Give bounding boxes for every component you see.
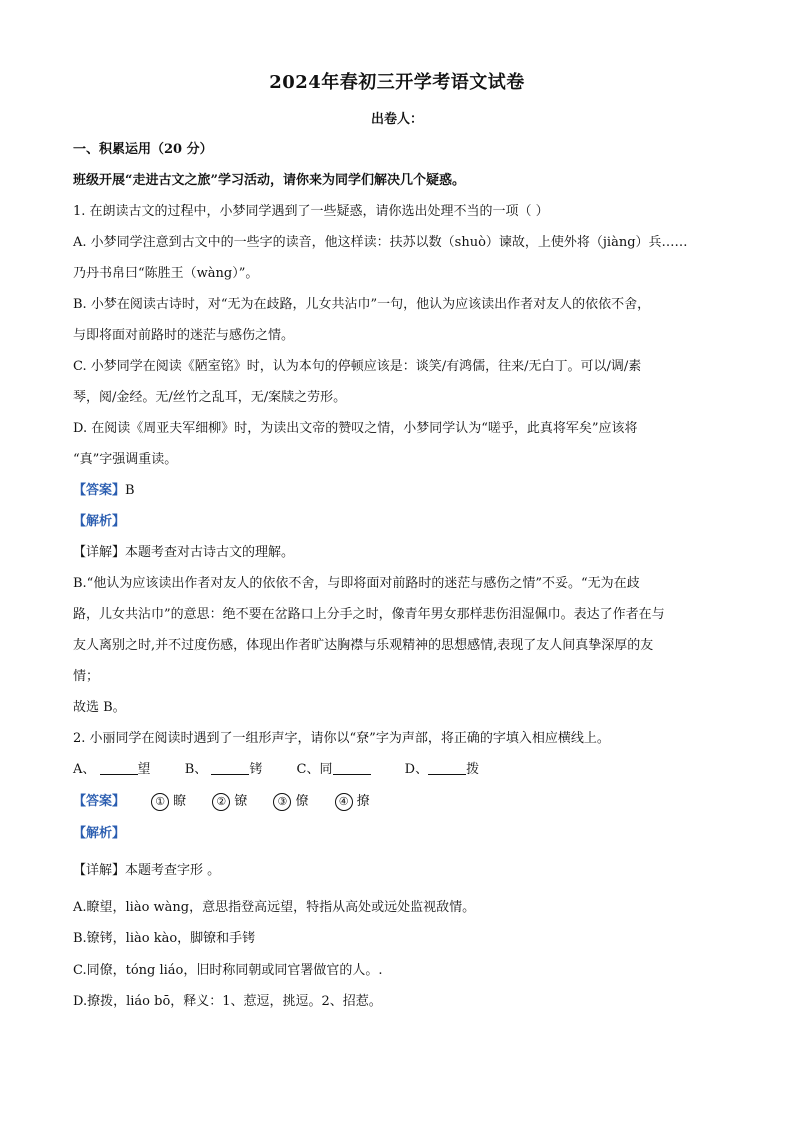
q2-answer: [73, 793, 733, 811]
q2-analysis: [73, 825, 733, 843]
author-line: 出卷人：: [370, 112, 423, 127]
detail-tag: 【详解】: [73, 545, 126, 560]
q2-answer-2: ② 镣: [212, 794, 247, 809]
page-title: 2024年春初三开学考语文试卷: [269, 72, 525, 93]
q2-exp-b: B.镣铐，liào kào，脚镣和手铐: [73, 931, 256, 946]
q1-stem: 1. 在朗读古文的过程中，小梦同学遇到了一些疑惑，请你选出处理不当的一项（ ）: [73, 204, 549, 219]
q1-option-d: D. 在阅读《周亚夫军细柳》时，为读出文帝的赞叹之情，小梦同学认为“嗟乎，此真将军矣”应该将: [73, 421, 638, 436]
answer-tag: 【答案】: [73, 794, 126, 809]
fill-blank[interactable]: [333, 762, 371, 775]
fill-blank[interactable]: [428, 762, 466, 775]
q1-analysis: [73, 513, 733, 531]
fill-blank[interactable]: [100, 762, 138, 775]
answer-tag: 【答案】: [73, 483, 126, 498]
q1-conclusion: 故选 B。: [73, 700, 126, 715]
q1-explanation-1: B.“他认为应该读出作者对友人的依依不舍，与即将面对前路时的迷茫与感伤之情”不妥。“无为在歧: [73, 576, 640, 591]
q1-explanation-2: 路，儿女共沾巾”的意思：绝不要在岔路口上分手之时，像青年男女那样悲伤泪湿佩巾。表达了作者在与: [73, 607, 665, 622]
q2-exp-d: D.撩拨，liáo bō，释义：1、惹逗，挑逗。2、招惹。: [73, 994, 382, 1009]
fill-blank[interactable]: [211, 762, 249, 775]
q1-option-c: C. 小梦同学在阅读《陋室铭》时，认为本句的停顿应该是：谈笑/有鸿儒，往来/无白丁。可以/调/素: [73, 359, 642, 374]
q2-answer-1: ① 瞭: [151, 794, 186, 809]
section-intro: 班级开展“走进古文之旅”学习活动，请你来为同学们解决几个疑惑。: [73, 173, 465, 188]
q2-answer-3: ③ 僚: [273, 794, 308, 809]
q1-option-c-cont: 琴，阅/金经。无/丝竹之乱耳，无/案牍之劳形。: [73, 390, 347, 405]
q1-option-a: A. 小梦同学注意到古文中的一些字的读音，他这样读：扶苏以数（shuò）谏故，上使外将（jiàng）兵……: [73, 235, 688, 250]
q2-option-a: A、 望: [73, 762, 151, 777]
q2-stem: 2. 小丽同学在阅读时遇到了一组形声字，请你以“尞”字为声部，将正确的字填入相应横线上。: [73, 731, 610, 746]
q1-explanation-4: 情；: [73, 669, 100, 684]
q2-option-d: D、 拨: [404, 762, 480, 777]
analysis-tag: 【解析】: [73, 826, 126, 841]
detail-text: 本题考查对古诗古文的理解。: [125, 545, 295, 560]
q1-explanation-3: 友人离别之时,并不过度伤感，体现出作者旷达胸襟与乐观精神的思想感情,表现了友人间真挚深厚的友: [73, 638, 654, 653]
q1-option-b: B. 小梦在阅读古诗时，对“无为在歧路，儿女共沾巾”一句，他认为应该读出作者对友人的依依不舍，: [73, 297, 651, 312]
q2-exp-a: A.瞭望，liào wàng，意思指登高远望，特指从高处或远处监视敌情。: [73, 900, 476, 915]
q2-options: [73, 761, 733, 779]
q2-option-b: B、 铐: [184, 762, 263, 777]
q2-option-c: C、同: [297, 762, 371, 777]
detail-tag: 【详解】: [73, 863, 126, 878]
answer-value: B: [125, 483, 135, 498]
section-heading: 一、积累运用（20 分）: [73, 142, 213, 157]
q2-exp-c: C.同僚，tóng liáo，旧时称同朝或同官署做官的人。.: [73, 963, 383, 978]
detail-text: 本题考查字形 。: [125, 863, 221, 878]
q2-detail: [73, 862, 733, 880]
q1-option-b-cont: 与即将面对前路时的迷茫与感伤之情。: [73, 328, 295, 343]
q1-answer: [73, 482, 733, 500]
q2-answer-4: ④ 撩: [335, 794, 370, 809]
q1-option-d-cont: “真”字强调重读。: [73, 452, 178, 467]
q1-option-a-cont: 乃丹书帛曰“陈胜王（wàng）”。: [73, 266, 259, 281]
analysis-tag: 【解析】: [73, 514, 126, 529]
q1-detail: [73, 544, 733, 562]
